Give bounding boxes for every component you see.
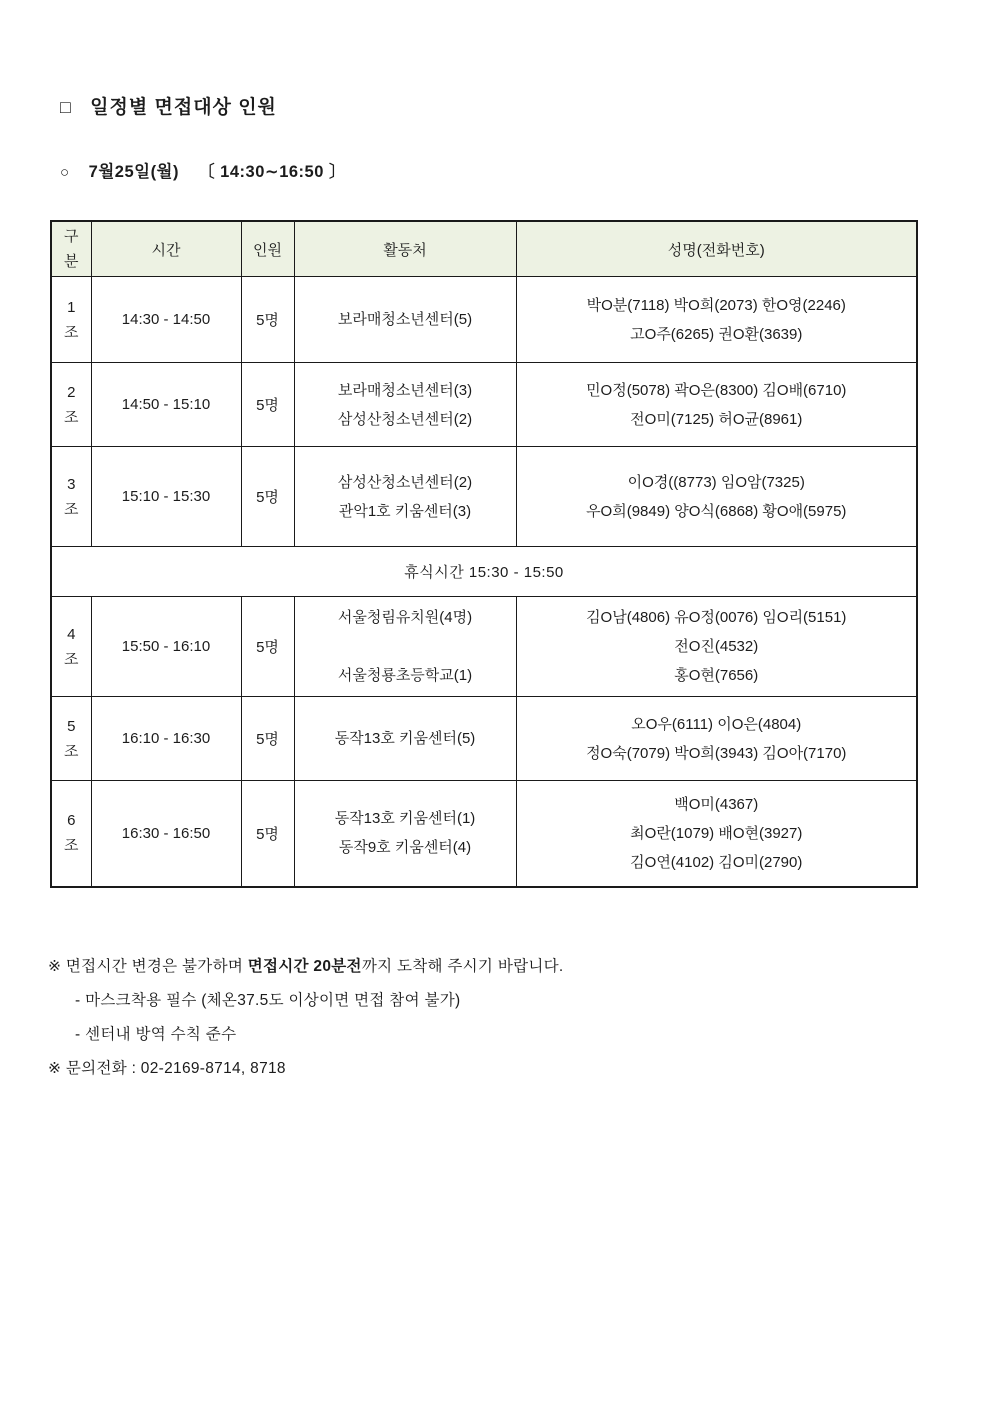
group-cell: [51, 447, 91, 547]
names-cell: [516, 363, 917, 447]
group-number: 3: [67, 475, 76, 493]
names-line: 민O정(5078) 곽O은(8300) 김O배(6710): [586, 381, 847, 399]
place-line: 보라매청소년센터(3): [337, 381, 473, 399]
time-cell: 14:50 - 15:10: [91, 363, 241, 447]
count-cell: 5명: [241, 597, 294, 697]
count-cell: 5명: [241, 277, 294, 363]
place-line: 관악1호 키움센터(3): [338, 502, 472, 520]
names-cell: [516, 447, 917, 547]
names-line: 홍O현(7656): [674, 667, 759, 684]
place-line: 삼성산청소년센터(2): [337, 410, 473, 428]
group-number: 1: [67, 298, 76, 316]
place-cell: [294, 697, 516, 781]
checkbox-square-icon: □: [60, 97, 72, 117]
names-line: 이O경((8773) 임O암(7325): [627, 473, 805, 491]
schedule-time-range: 〔 14:30∼16:50 〕: [198, 163, 346, 181]
group-cell: [51, 363, 91, 447]
col-header-time: 시간: [91, 221, 241, 277]
table-row-group6: [51, 781, 917, 887]
time-cell: 14:30 - 14:50: [91, 277, 241, 363]
note-mask: - 마스크착용 필수 (체온37.5도 이상이면 면접 참여 불가): [75, 992, 461, 1009]
place-line: 보라매청소년센터(5): [337, 311, 473, 328]
time-cell: 15:10 - 15:30: [91, 447, 241, 547]
names-line: 백O미(4367): [674, 795, 759, 813]
group-suffix: 조: [64, 408, 79, 426]
names-cell: [516, 697, 917, 781]
col-header-group-top: 구: [64, 228, 79, 245]
names-line: 오O우(6111) 이O은(4804): [631, 715, 802, 733]
place-cell: [294, 597, 516, 697]
group-number: 4: [67, 625, 76, 643]
group-cell: [51, 781, 91, 887]
page-title-text: 일정별 면접대상 인원: [90, 97, 277, 118]
place-line-empty: [295, 632, 516, 661]
count-cell: 5명: [241, 697, 294, 781]
place-cell: [294, 277, 516, 363]
schedule-date: 7월25일(월): [88, 163, 179, 181]
place-line: 서울청룡초등학교(1): [337, 667, 473, 684]
group-number: 6: [67, 812, 76, 830]
names-cell: [516, 597, 917, 697]
place-cell: [294, 781, 516, 887]
names-line: 전O진(4532): [674, 638, 759, 655]
names-line: 김O연(4102) 김O미(2790): [630, 853, 803, 871]
note-arrival-post: 까지 도착해 주시기 바랍니다.: [361, 958, 564, 975]
break-row-label: 휴식시간 15:30 - 15:50: [51, 547, 917, 597]
names-line: 전O미(7125) 허O균(8961): [630, 410, 803, 428]
count-cell: 5명: [241, 781, 294, 887]
note-arrival-bold: 면접시간 20분전: [247, 958, 362, 975]
place-line: 동작13호 키움센터(1): [334, 810, 476, 828]
note-arrival-pre: ※ 면접시간 변경은 불가하며: [48, 958, 248, 975]
names-cell: [516, 277, 917, 363]
table-row-group5: [51, 697, 917, 781]
place-line: 동작9호 키움센터(4): [338, 839, 472, 857]
group-suffix: 조: [64, 837, 79, 855]
note-arrival: [48, 950, 564, 984]
note-phone: ※ 문의전화 : 02-2169-8714, 8718: [48, 1060, 286, 1077]
names-line: 고O주(6265) 권O환(3639): [630, 325, 803, 343]
group-cell: [51, 277, 91, 363]
table-row-group2: [51, 363, 917, 447]
names-cell: [516, 781, 917, 887]
table-header-row: [51, 221, 917, 277]
col-header-name: 성명(전화번호): [516, 221, 917, 277]
footnotes: [48, 950, 564, 1086]
names-line: 박O분(7118) 박O희(2073) 한O영(2246): [586, 296, 846, 314]
count-cell: 5명: [241, 363, 294, 447]
names-line: 우O희(9849) 양O식(6868) 황O애(5975): [586, 502, 847, 520]
place-line: 동작13호 키움센터(5): [334, 730, 476, 747]
place-cell: [294, 447, 516, 547]
names-line: 정O숙(7079) 박O희(3943) 김O아(7170): [586, 744, 847, 762]
time-cell: 15:50 - 16:10: [91, 597, 241, 697]
note-quarantine: - 센터내 방역 수칙 준수: [75, 1026, 237, 1043]
group-cell: [51, 697, 91, 781]
time-cell: 16:30 - 16:50: [91, 781, 241, 887]
place-line: 서울청림유치원(4명): [337, 609, 473, 626]
col-header-group-bottom: 분: [64, 253, 79, 270]
schedule-table: [50, 220, 916, 888]
group-suffix: 조: [64, 500, 79, 518]
group-suffix: 조: [64, 650, 79, 668]
table-row-group3: [51, 447, 917, 547]
col-header-group: [51, 221, 91, 277]
group-number: 2: [67, 383, 76, 401]
count-cell: 5명: [241, 447, 294, 547]
names-line: 김O남(4806) 유O정(0076) 임O리(5151): [586, 609, 847, 626]
circle-bullet-icon: ○: [60, 164, 70, 181]
place-cell: [294, 363, 516, 447]
group-suffix: 조: [64, 323, 79, 341]
names-line: 최O란(1079) 배O현(3927): [630, 824, 803, 842]
page-title: [60, 92, 277, 119]
schedule-subtitle: [60, 158, 346, 182]
place-line: 삼성산청소년센터(2): [337, 473, 473, 491]
table-row-group1: [51, 277, 917, 363]
group-suffix: 조: [64, 742, 79, 760]
break-row: [51, 547, 917, 597]
col-header-place: 활동처: [294, 221, 516, 277]
time-cell: 16:10 - 16:30: [91, 697, 241, 781]
group-cell: [51, 597, 91, 697]
col-header-count: 인원: [241, 221, 294, 277]
table-row-group4: [51, 597, 917, 697]
group-number: 5: [67, 717, 76, 735]
